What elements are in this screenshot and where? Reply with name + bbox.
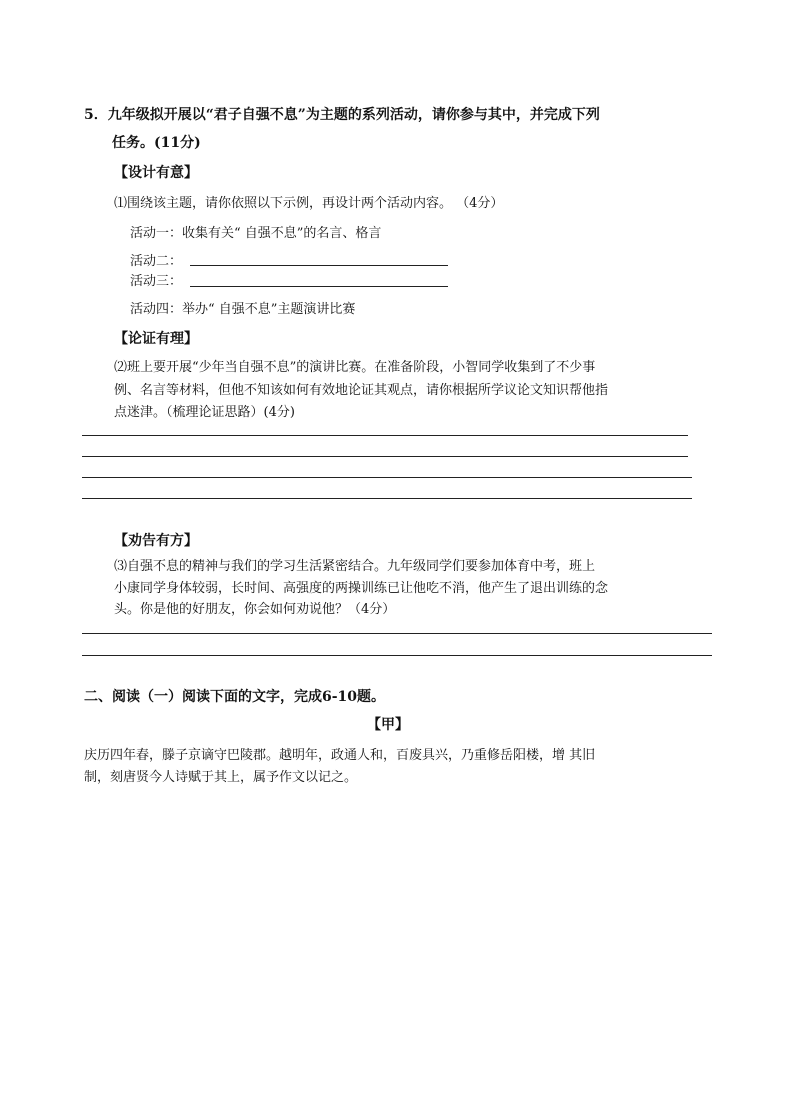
passage-jia-label: 【甲】: [367, 717, 409, 733]
argument-para-line3: 点迷津。（梳理论证思路）(4分): [114, 405, 295, 420]
persuade-answer-line[interactable]: [82, 633, 712, 634]
activity-3-answer-line[interactable]: [190, 286, 448, 287]
passage-line2: 制，刻唐贤今人诗赋于其上，属予作文以记之。: [84, 770, 358, 785]
q5-line1: 5．九年级拟开展以“君子自强不息”为主题的系列活动，请你参与其中，并完成下列: [84, 107, 600, 123]
section-heading-argument: 【论证有理】: [114, 331, 198, 347]
section-heading-persuade: 【劝告有方】: [114, 533, 198, 549]
argument-answer-line[interactable]: [82, 435, 688, 436]
passage-line1: 庆历四年春，滕子京谪守巴陵郡。越明年，政通人和，百废具兴，乃重修岳阳楼，增 其旧: [84, 748, 596, 763]
persuade-para-line2: 小康同学身体较弱，长时间、高强度的两操训练已让他吃不消，他产生了退出训练的念: [114, 581, 609, 596]
persuade-answer-line[interactable]: [82, 655, 712, 656]
activity-1: 活动一：收集有关“ 自强不息”的名言、格言: [130, 226, 382, 241]
activity-3-label: 活动三：: [130, 274, 183, 289]
design-prompt: ⑴围绕该主题，请你依照以下示例，再设计两个活动内容。 （4分）: [114, 196, 504, 211]
activity-4: 活动四：举办“ 自强不息”主题演讲比赛: [130, 302, 356, 317]
section-heading-design: 【设计有意】: [114, 165, 198, 181]
activity-2-label: 活动二：: [130, 254, 183, 269]
argument-answer-line[interactable]: [82, 498, 692, 499]
reading-title: 二、阅读（一）阅读下面的文字，完成6-10题。: [84, 689, 386, 705]
argument-para-line1: ⑵班上要开展“少年当自强不息”的演讲比赛。在准备阶段，小智同学收集到了不少事: [114, 360, 596, 375]
q5-line2: 任务。(11分): [112, 135, 201, 151]
argument-para-line2: 例、名言等材料，但他不知该如何有效地论证其观点，请你根据所学议论文知识帮他指: [114, 383, 609, 398]
activity-2-answer-line[interactable]: [190, 265, 448, 266]
argument-answer-line[interactable]: [82, 456, 688, 457]
persuade-para-line1: ⑶自强不息的精神与我们的学习生活紧密结合。九年级同学们要参加体育中考，班上: [114, 559, 596, 574]
persuade-para-line3: 头。你是他的好朋友，你会如何劝说他？（4分）: [114, 602, 396, 617]
argument-answer-line[interactable]: [82, 477, 692, 478]
